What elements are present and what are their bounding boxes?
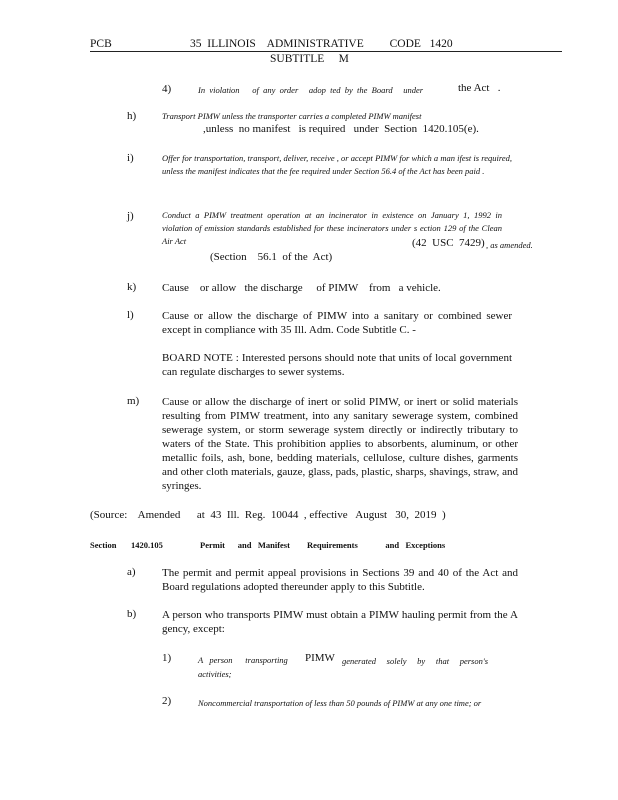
header-subtitle: SUBTITLE M [270, 53, 349, 65]
item-text: In violation of any order adop ted by the Board under [198, 85, 424, 95]
section-number: 1420.105 [131, 540, 163, 550]
header-title: 35 ILLINOIS ADMINISTRATIVE CODE 1420 [190, 38, 453, 50]
subsection-label: a) [127, 566, 136, 578]
item-text: Cause or allow the discharge of inert or solid PIMW, or inert or solid materials resulting from PIMW treatment, into any sanitary sewerage system, combined sewerage system, or storm sewerage system directly or indirectly tributary to waters of the State. This prohibition applies to absorbents, aluminum, or other metallic foils, ash, bone, bedding materials, cellulose, culture dishes, garments and other cloth materials, gauze, glass, pads, plastic, sharps, shavings, straw, and syringes. [162, 396, 518, 492]
item-label: j) [127, 210, 134, 222]
section-title: Permit and Manifest Requirements and Exceptions [200, 540, 446, 550]
item-text-tail: (42 USC 7429) [412, 237, 485, 249]
item-text: Transport PIMW unless the transporter carries a completed PIMW manifest [162, 111, 422, 121]
item-text-tail: ,unless no manifest is required under Section 1420.105(e). [203, 123, 479, 135]
item-label: m) [127, 395, 140, 407]
item-label: h) [127, 110, 137, 122]
header-left: PCB [90, 38, 112, 50]
section-label: Section [90, 540, 117, 550]
board-note: BOARD NOTE : Interested persons should note that units of local government can regulate discharges to sewer systems. [162, 352, 512, 378]
item-label: l) [127, 309, 134, 321]
item-label: i) [127, 152, 134, 164]
item-text-tail: the Act . [458, 82, 501, 94]
item-text: Offer for transportation, transport, deliver, receive , or accept PIMW for which a man ifest is required, unless the manifest indicates that the fee required under Section 56.4 of the Act has been paid . [162, 153, 512, 176]
item-label: 4) [162, 83, 172, 95]
source-note: (Source: Amended at 43 Ill. Reg. 10044 , effective August 30, 2019 ) [90, 509, 446, 521]
subitem-text-post: generated solely by that person's activities; [198, 656, 488, 679]
subitem-text: Noncommercial transportation of less than 50 pounds of PIMW at any one time; or [198, 698, 482, 708]
subitem-label: 1) [162, 652, 172, 664]
item-label: k) [127, 281, 137, 293]
subitem-text-mid: PIMW [305, 652, 335, 664]
item-text-tail3: (Section 56.1 of the Act) [210, 251, 333, 263]
item-text: Conduct a PIMW treatment operation at an incinerator in existence on January 1, 1992 in violation of emission standards established for these incinerators under s ection 129 of the Clean Air Act [162, 210, 502, 246]
subitem-text-pre: A person transporting [198, 655, 288, 665]
subsection-label: b) [127, 608, 137, 620]
subitem-label: 2) [162, 695, 172, 707]
header-rule [90, 51, 562, 52]
item-text: Cause or allow the discharge of PIMW into a sanitary or combined sewer except in compliance with 35 Ill. Adm. Code Subtitle C. - [162, 310, 512, 336]
subsection-text: The permit and permit appeal provisions in Sections 39 and 40 of the Act and Board regulations adopted thereunder apply to this Subtitle. [162, 567, 518, 593]
item-text: Cause or allow the discharge of PIMW from a vehicle. [162, 282, 441, 294]
subsection-text: A person who transports PIMW must obtain a PIMW hauling permit from the A gency, except: [162, 609, 518, 635]
item-text-tail2: , as amended. [486, 240, 533, 250]
